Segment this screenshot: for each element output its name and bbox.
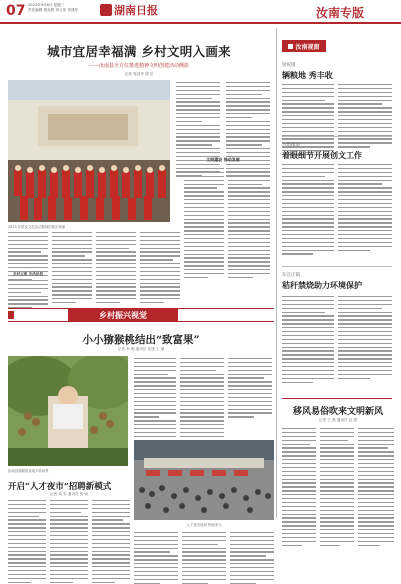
lead-photo (8, 80, 170, 222)
night-market-text-col-5 (182, 532, 226, 584)
night-market-photo-caption: 人才夜市现场 热闹非凡 (186, 523, 222, 527)
lead-section-marker-2: 乡村文明 乡风民俗 (12, 272, 43, 276)
banner (8, 308, 274, 322)
feature-text-col-2 (180, 358, 224, 445)
lead-text-col-6 (140, 232, 180, 303)
sidebar-divider-2 (282, 266, 392, 267)
lead-headline: 城市宜居幸福满 乡村文明入画来 (47, 44, 231, 59)
sidebar-item-3-text-col-2 (338, 296, 392, 379)
lead-photo-caption: 2023 年群众文化活动期间的欢乐场面 (8, 225, 66, 229)
sidebar-item-3-text-col-1 (282, 296, 334, 383)
night-market-text-col-3 (92, 500, 130, 583)
sidebar-item-1-kicker: 梁祝镇 (282, 63, 296, 68)
edition-title: 汝南专版 (316, 6, 365, 20)
header-rule (0, 22, 401, 24)
seal-icon (100, 4, 112, 16)
paper-logo (100, 2, 170, 18)
date-line: 2023年9月6日 星期三 (28, 3, 65, 7)
page-number: 07 (6, 3, 26, 19)
night-market-byline: 记者 刘 芳 通讯员 张 伟 (49, 492, 89, 496)
night-market-headline: 开启“人才夜市”招聘新模式 (8, 482, 112, 492)
lead-photo-image (8, 80, 170, 222)
night-market-text-col-4 (134, 532, 178, 584)
feature-headline: 小小猕猴桃结出“致富果” (82, 334, 200, 346)
night-market-text-col-1 (8, 500, 46, 583)
sidebar-divider-1 (282, 136, 392, 137)
lead-byline: 记者 周剑华 胡 芸 (124, 72, 154, 76)
editor-line: 责任编辑 胡光辉 刘云菲 李建华 (28, 8, 79, 12)
sidebar-item-3-title: 秸秆禁烧助力环境保护 (282, 280, 362, 290)
lead-text-col-4 (52, 232, 92, 303)
lead-section-marker: 文明建设 推动发展 (206, 157, 240, 162)
sidebar-header (282, 40, 326, 52)
bottom-right-headline: 移风易俗吹来文明新风 (292, 407, 383, 417)
bottom-right-text-col-2 (320, 428, 354, 546)
logo-text: 湖南日报 (114, 4, 158, 17)
bottom-right-text-col-1 (282, 428, 316, 546)
night-market-text-col-2 (50, 500, 88, 583)
lead-text-col-7 (184, 168, 224, 278)
sidebar-item-2-title: 着眼细节开展创文工作 (282, 150, 362, 160)
sidebar-item-2-text-col-2 (338, 164, 392, 251)
night-market-photo (134, 440, 274, 520)
night-market-photo-image (134, 440, 274, 520)
sidebar-header-icon (288, 44, 293, 49)
sidebar-item-2-kicker: 古塔街道 (282, 143, 300, 148)
feature-photo (8, 356, 128, 466)
feature-byline: 记者 李 明 通讯员 高建 王 丽 (117, 347, 165, 351)
bottom-right-rule (282, 398, 392, 399)
lead-text-col-5 (96, 232, 136, 303)
night-market-text-col-6 (230, 532, 274, 584)
feature-photo-image (8, 356, 128, 466)
sidebar-item-1-title: 辆粮地 秀丰收 (282, 70, 333, 80)
date-line-block (28, 3, 88, 13)
sidebar-item-2-text-col-1 (282, 164, 334, 255)
sidebar-item-3-kicker: 东官庄镇 (282, 273, 300, 278)
feature-text-col-3 (228, 358, 272, 418)
feature-photo-caption: 汝南县猕猴桃基地丰收场景 (8, 469, 49, 473)
lead-text-col-3b (8, 280, 48, 309)
lead-text-col-8 (228, 168, 270, 278)
bottom-right-byline: 记者 王 燕 通讯员 赵 强 (318, 418, 358, 422)
sidebar-divider (276, 28, 277, 518)
sidebar-item-1-text-col-2 (338, 84, 392, 148)
sidebar-header-label: 汝南视窗 (295, 43, 320, 51)
bottom-right-text-col-3 (358, 428, 394, 546)
lead-subhead: ——汝南县全方位推进精神文明创建活动侧影 (88, 63, 189, 69)
banner-label: 乡村振兴视觉 (68, 309, 178, 321)
banner-left-bar (8, 311, 14, 319)
